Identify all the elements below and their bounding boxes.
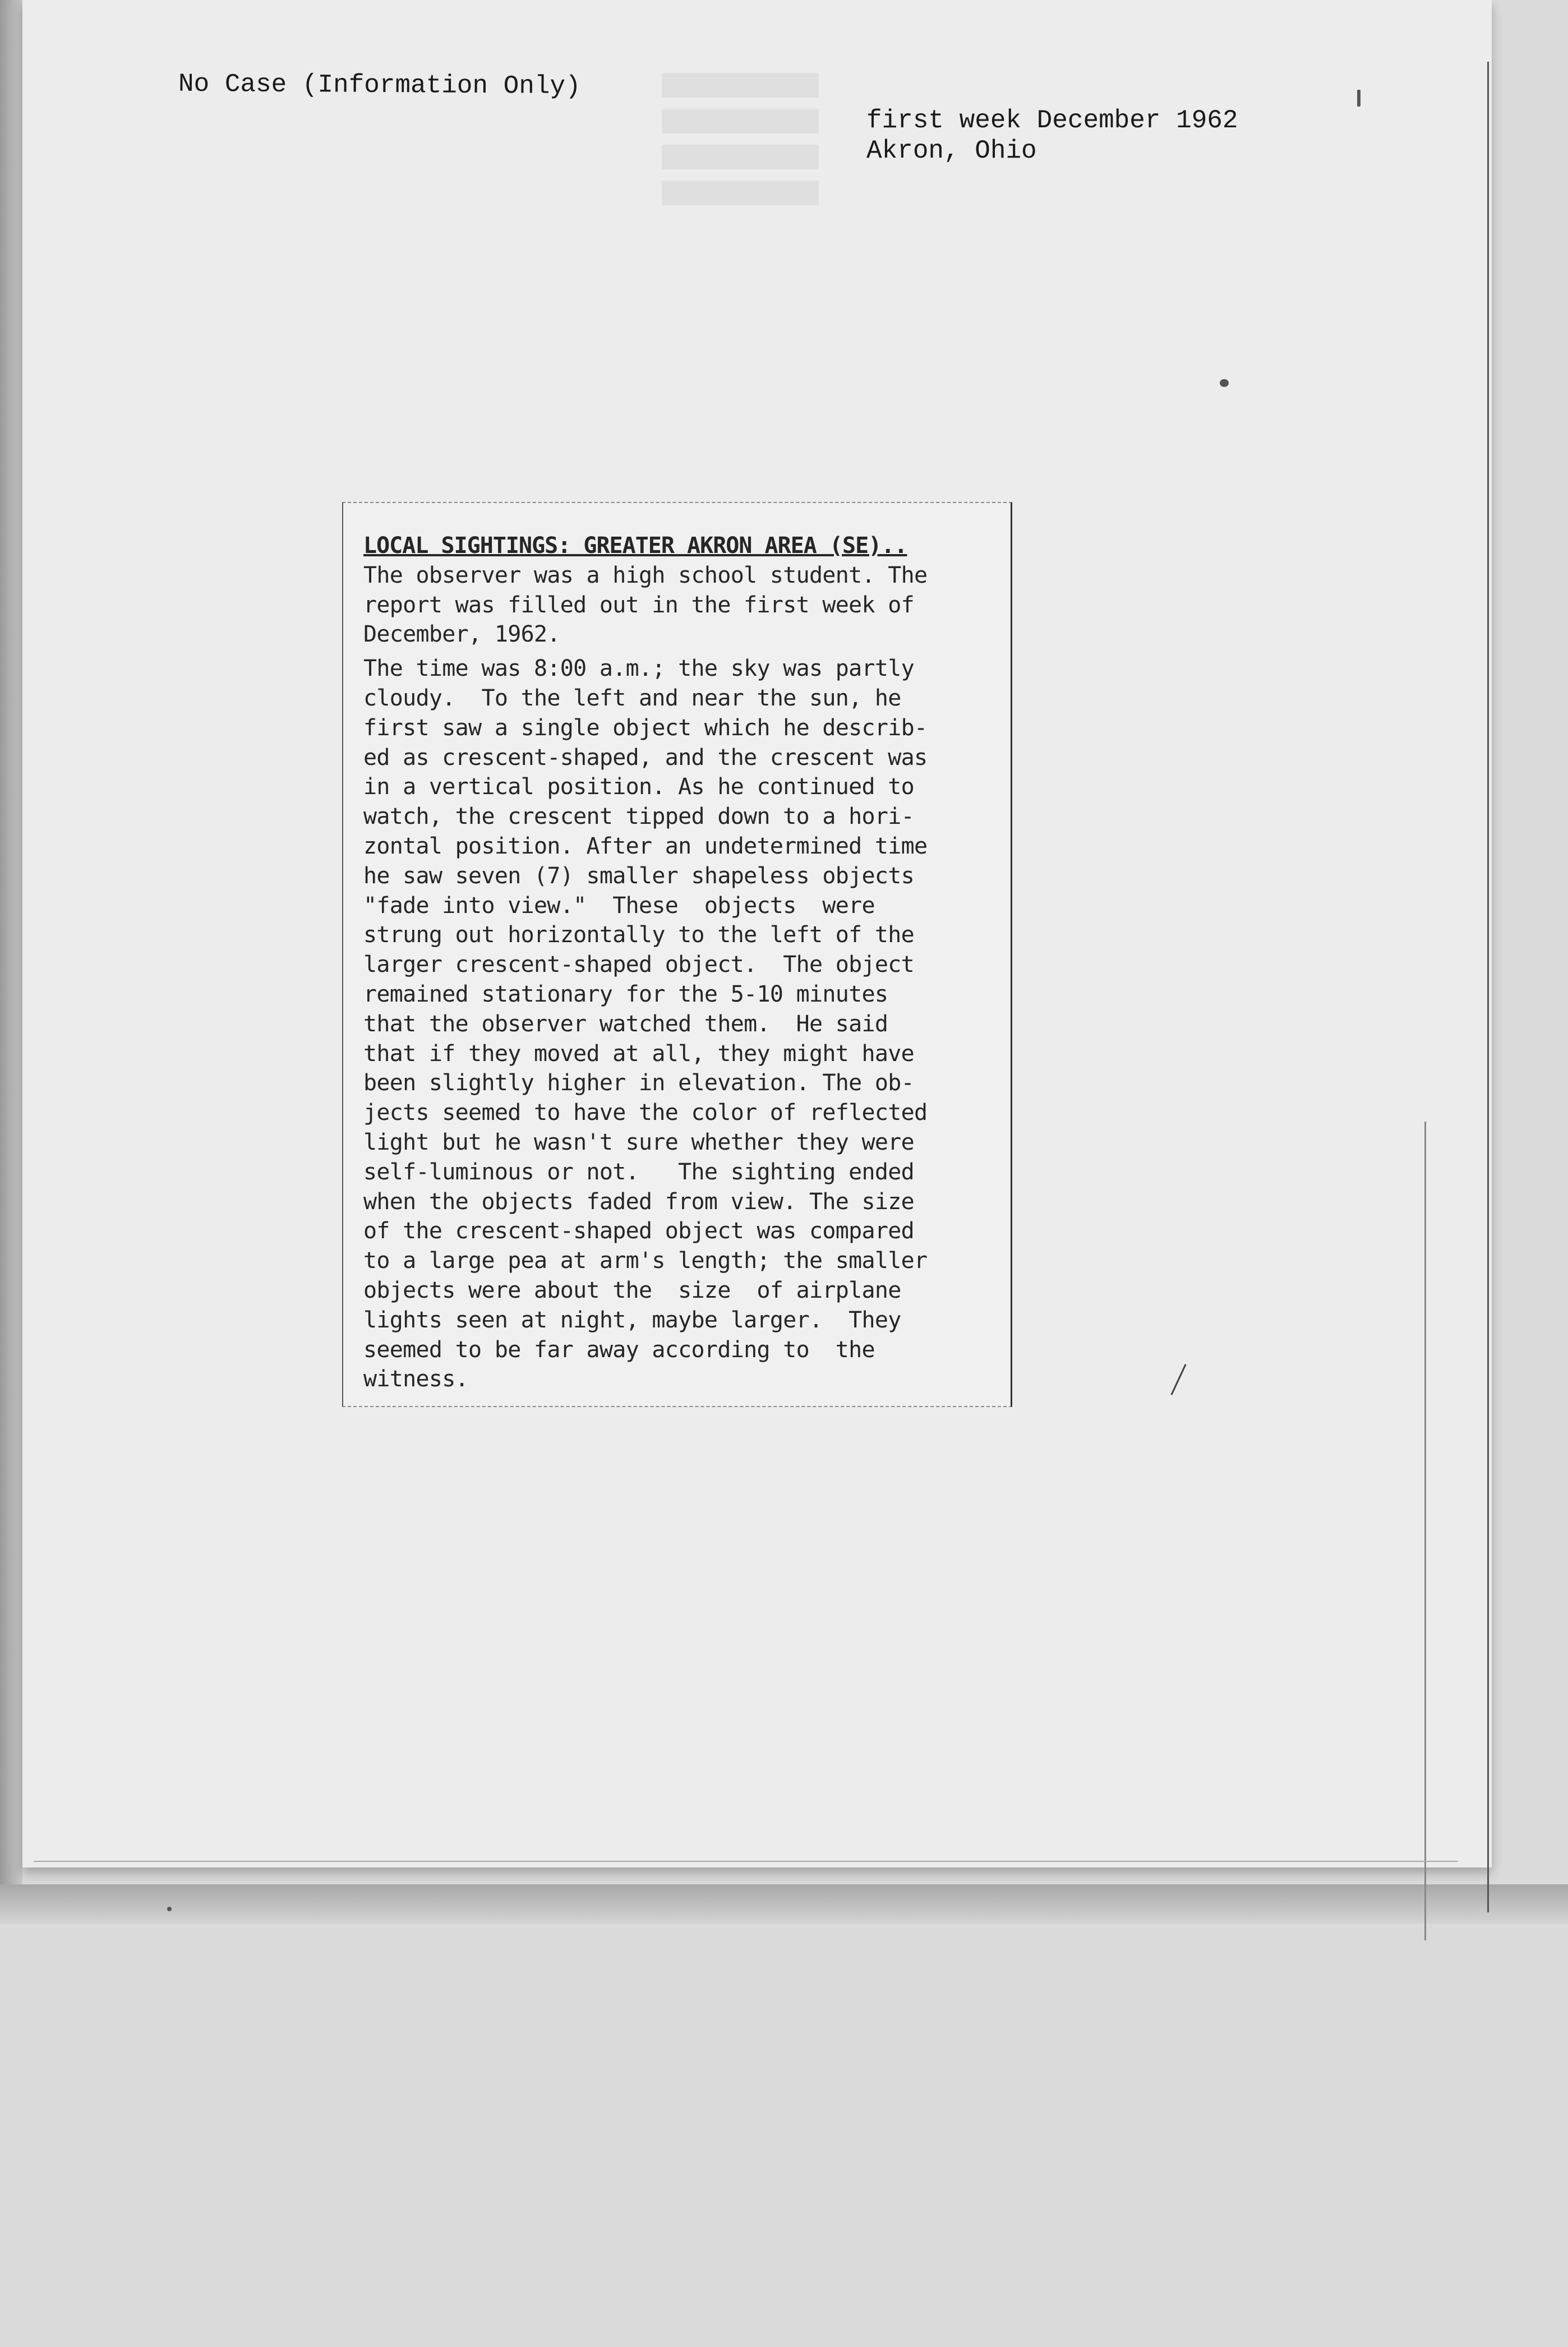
- clipping-line: The observer was a high school student. The: [363, 562, 928, 588]
- clipping-line: December, 1962.: [363, 621, 560, 648]
- case-note: No Case (Information Only): [178, 69, 581, 102]
- clipping-line: witness.: [363, 1366, 469, 1392]
- scan-left-shadow: [0, 0, 22, 1907]
- clipping-line: zontal position. After an undetermined time: [363, 833, 928, 859]
- clipping-line: when the objects faded from view. The size: [363, 1188, 915, 1215]
- clipping-line: seemed to be far away according to the: [363, 1336, 875, 1363]
- clipping-line: ed as crescent-shaped, and the crescent was: [363, 744, 928, 771]
- clipping-line: that the observer watched them. He said: [363, 1011, 888, 1037]
- location-line: Akron, Ohio: [866, 136, 1037, 165]
- clipping-text: [363, 531, 1003, 1394]
- speck-mark: [1357, 90, 1361, 107]
- clipping-line: The time was 8:00 a.m.; the sky was partly: [363, 656, 915, 682]
- clipping-line: watch, the crescent tipped down to a hori-: [363, 804, 915, 830]
- clipping-paragraph-1: [363, 561, 1003, 649]
- right-edge-line: [1424, 1122, 1426, 1940]
- clipping-line: been slightly higher in elevation. The ob-: [363, 1070, 915, 1096]
- clipping-paragraph-2: [363, 654, 1003, 1394]
- clipping-line: "fade into view." These objects were: [363, 892, 875, 919]
- clipping-line: first saw a single object which he describ-: [363, 714, 928, 741]
- date-line: first week December 1962: [866, 106, 1238, 135]
- clipping-line: to a large pea at arm's length; the smaller: [363, 1248, 928, 1274]
- clipping-line: larger crescent-shaped object. The object: [363, 952, 915, 978]
- clipping-line: he saw seven (7) smaller shapeless objects: [363, 863, 915, 889]
- clipping-line: strung out horizontally to the left of the: [363, 922, 915, 948]
- clipping-line: light but he wasn't sure whether they were: [363, 1129, 915, 1155]
- speck-mark: [1220, 379, 1229, 387]
- clipping-line: jects seemed to have the color of reflected: [363, 1100, 928, 1126]
- newspaper-clipping: [342, 502, 1012, 1407]
- speck-mark: [167, 1907, 172, 1911]
- clipping-line: that if they moved at all, they might have: [363, 1040, 915, 1067]
- clipping-line: objects were about the size of airplane: [363, 1277, 901, 1303]
- clipping-line: report was filled out in the first week of: [363, 592, 915, 618]
- bottom-rule: [34, 1861, 1458, 1862]
- clipping-line: lights seen at night, maybe larger. They: [363, 1307, 901, 1333]
- clipping-line: remained stationary for the 5-10 minutes: [363, 981, 888, 1007]
- clipping-title: LOCAL SIGHTINGS: GREATER AKRON AREA (SE)..: [363, 533, 907, 559]
- clipping-line: cloudy. To the left and near the sun, he: [363, 685, 901, 711]
- right-margin-rule: [1487, 62, 1489, 1912]
- date-location-block: [866, 105, 1238, 166]
- clipping-line: of the crescent-shaped object was compared: [363, 1218, 915, 1244]
- clipping-line: self-luminous or not. The sighting ended: [363, 1159, 915, 1185]
- clipping-line: in a vertical position. As he continued to: [363, 774, 915, 800]
- paper-bottom-shadow: [0, 1884, 1568, 1924]
- bleed-through-text: [662, 73, 819, 230]
